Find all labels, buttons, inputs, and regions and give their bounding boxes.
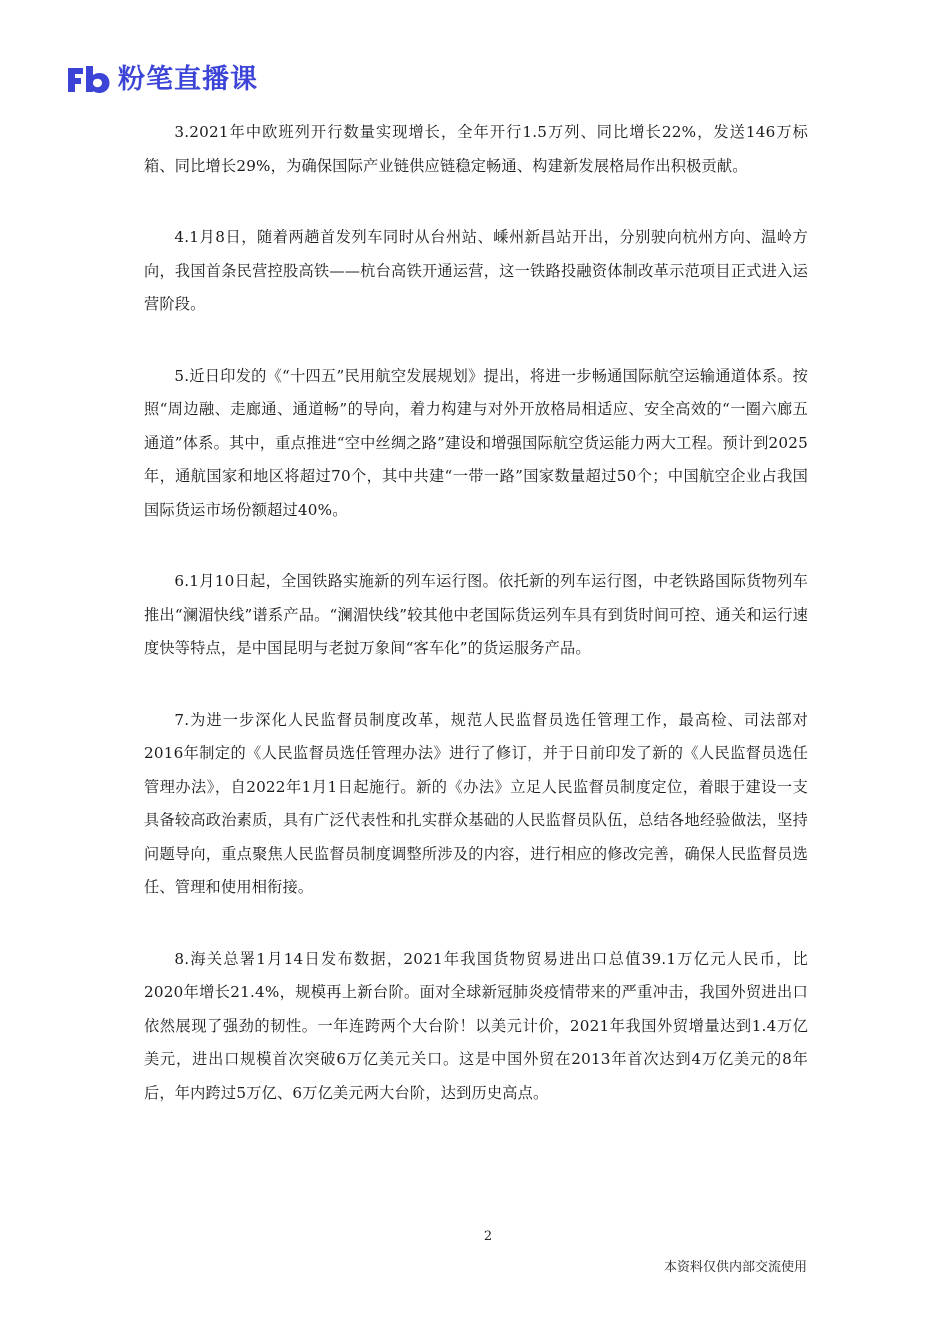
brand-logo — [66, 62, 258, 98]
news-item-7: 7.为进一步深化人民监督员制度改革，规范人民监督员选任管理工作，最高检、司法部对2016年制定的《人民监督员选任管理办法》进行了修订，并于日前印发了新的《人民监督员选任管理办法》，自2022年1月1日起施行。新的《办法》立足人民监督员制度定位，着眼于建设一支具备较高政治素质，具有广泛代表性和扎实群众基础的人民监督员队伍，总结各地经验做法，坚持问题导向，重点聚焦人民监督员制度调整所涉及的内容，进行相应的修改完善，确保人民监督员选任、管理和使用相衔接。 — [144, 710, 808, 896]
logo-text: 粉笔直播课 — [118, 64, 258, 95]
news-item-4: 4.1月8日，随着两趟首发列车同时从台州站、嵊州新昌站开出，分别驶向杭州方向、温岭方向，我国首条民营控股高铁——杭台高铁开通运营，这一铁路投融资体制改革示范项目正式进入运营阶段。 — [144, 228, 808, 313]
news-item-3: 3.2021年中欧班列开行数量实现增长，全年开行1.5万列、同比增长22%，发送146万标箱、同比增长29%，为确保国际产业链供应链稳定畅通、构建新发展格局作出积极贡献。 — [144, 123, 808, 175]
page-number: 2 — [483, 1229, 493, 1244]
fenbi-logo-icon — [66, 65, 112, 95]
footer-note: 本资料仅供内部交流使用 — [663, 1260, 807, 1275]
news-item-6: 6.1月10日起，全国铁路实施新的列车运行图。依托新的列车运行图，中老铁路国际货物列车推出“澜湄快线”谱系产品。“澜湄快线”较其他中老国际货运列车具有到货时间可控、通关和运行速度快等特点，是中国昆明与老挝万象间“客车化”的货运服务产品。 — [144, 572, 808, 657]
document-body — [144, 116, 808, 1148]
news-item-8: 8.海关总署1月14日发布数据，2021年我国货物贸易进出口总值39.1万亿元人民币，比2020年增长21.4%，规模再上新台阶。面对全球新冠肺炎疫情带来的严重冲击，我国外贸进出口依然展现了强劲的韧性。一年连跨两个大台阶！以美元计价，2021年我国外贸增量达到1.4万亿美元，进出口规模首次突破6万亿美元关口。这是中国外贸在2013年首次达到4万亿美元的8年后，年内跨过5万亿、6万亿美元两大台阶，达到历史高点。 — [144, 949, 808, 1102]
news-item-5: 5.近日印发的《“十四五”民用航空发展规划》提出，将进一步畅通国际航空运输通道体系。按照“周边融、走廊通、通道畅”的导向，着力构建与对外开放格局相适应、安全高效的“一圈六廊五通道”体系。其中，重点推进“空中丝绸之路”建设和增强国际航空货运能力两大工程。预计到2025年，通航国家和地区将超过70个，其中共建“一带一路”国家数量超过50个；中国航空企业占我国国际货运市场份额超过40%。 — [144, 366, 808, 519]
